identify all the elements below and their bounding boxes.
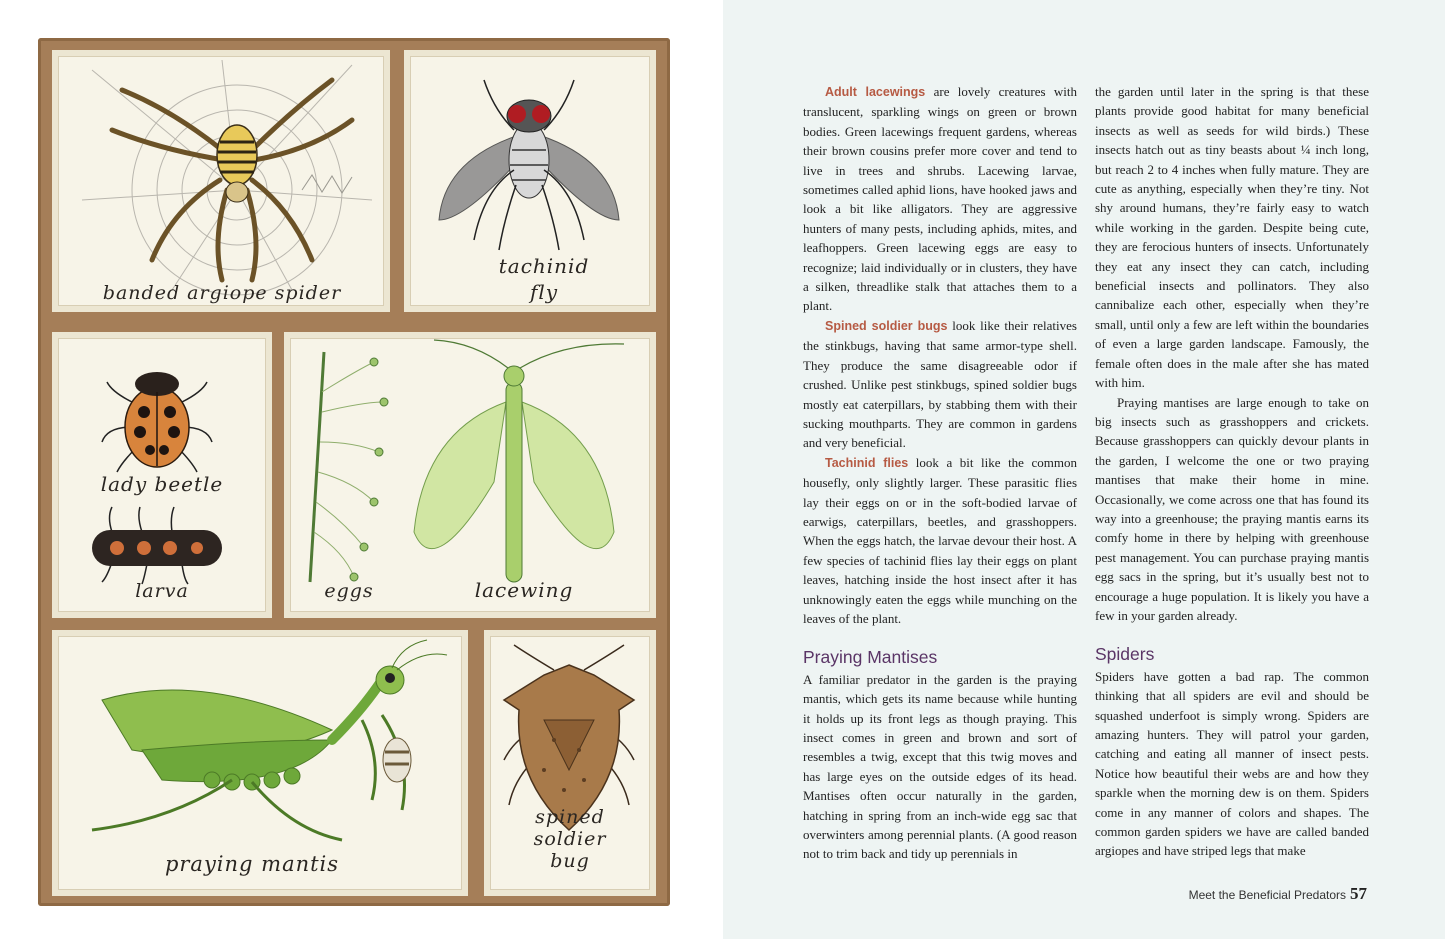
label-eggs: eggs [324,580,374,602]
label-spider: banded argiope spider [102,282,342,304]
page-footer [1189,884,1367,904]
label-bug-2: soldier [533,828,607,850]
page-number: 57 [1350,884,1367,903]
running-head: Meet the Beneficial Predators [1188,888,1346,902]
text-column-1 [803,82,1077,864]
shadow-box-illustration [38,38,670,906]
cell-mantis [52,630,468,896]
heading-praying-mantises: Praying Mantises [803,647,938,668]
keyword-spined-soldier-bugs: Spined soldier bugs [825,318,948,333]
label-bug-1: spined [535,806,605,828]
label-fly-1: tachinid [498,254,590,278]
text-column-2 [1095,82,1369,861]
label-bug-3: bug [550,850,590,872]
paragraph-mantises-greenhouse: Praying mantises are large enough to take on big insects such as grasshoppers and crickets. Because grasshoppers can quickly devour plants in the garden, I welcome the one or two praying mantises that make their home in mine. Occasionally, we come across one that has found its way into a greenhouse; the praying mantis earns its comfy home in there by helping with greenhouse pest management. You can purchase praying mantis egg sacs in the spring, but it’s usually best not to encourage a huge population. It is likely you have a few in your garden already. [1095,394,1369,623]
cell-lacewing [284,332,656,618]
heading-spiders: Spiders [1095,644,1155,665]
keyword-adult-lacewings: Adult lacewings [825,85,926,99]
cell-fly [404,50,656,312]
spider-illustration [52,50,390,312]
paragraph-mantises-intro: A familiar predator in the garden is the praying mantis, which gets its name because while hunting it holds up its front legs as though praying. This insect comes in green and brown and sort of resembles a twig, except that this twig moves and has large eyes on the outside edges of its head. Mantises often occur naturally in the garden, hatching in spring from an inch-wide egg sac that overwinters among perennial plants. (A good reason not to trim back and tidy up perennials in [803,671,1077,862]
paragraph-spiders: Spiders have gotten a bad rap. The common thinking that all spiders are evil and should be squashed underfoot is simply wrong. Spiders are amazing hunters. They will patrol your garden, catching and eating all manner of insect pests. Notice how beautiful their webs are and how they sparkle when the morning dew is on them. Spiders come in any manner of colors and shapes. The common garden spiders we have are called banded argiopes and have striped legs that make [1095,668,1369,859]
right-page [723,0,1445,939]
keyword-tachinid-flies: Tachinid flies [825,455,909,470]
cell-beetle [52,332,272,618]
cell-soldier-bug [484,630,656,896]
label-lacewing: lacewing [474,578,574,602]
label-fly-2: fly [529,280,559,304]
paragraph-mantises-continued: the garden until later in the spring is that these plants provide good habitat for many beneficial insects as well as seeds for wild birds.) These insects hatch out as tiny beasts about ¼ inch long, but reach 2 to 4 inches when fully mature. They are cute as anything, especially when they’re tiny. Not shy around humans, they’re fairly easy to watch while working in the garden. Despite being cute, they are ferocious hunters of insects. Unfortunately they eat any insect they can catch, including beneficial insects and pollinators. They also cannibalize each other, especially when they’re small, until only a few are left within the boundaries of even a large garden landscape. Famously, the female often does in the male after she has mated with him. [1095,84,1369,391]
label-beetle: lady beetle [100,472,224,496]
label-larva: larva [135,580,189,602]
cell-spider [52,50,390,312]
paragraph-lacewings: Adult lacewings are lovely creatures with translucent, sparkling wings on green or brown bodies. Green lacewings frequent gardens, whereas their brown cousins prefer more cover and tend to live in trees and shrubs. Lacewing larvae, sometimes called aphid lions, have hooked jaws and look a bit like alligators. They are aggressive hunters of many pests, including aphids, mites, and leafhoppers. Green lacewing eggs are easy to recognize; laid individually or in clusters, they have a silken, threadlike stalk that attaches them to a plant. [803,84,1077,314]
label-mantis: praying mantis [164,852,340,876]
paragraph-soldier-bugs: Spined soldier bugs look like their relatives the stinkbugs, having that same armor-type shell. They produce the same disagreeable odor if crushed. Unlike pest stinkbugs, spined soldier bugs mostly eat caterpillars, by stabbing them with their sucking mouthparts. They are common in gardens and very beneficial. [803,317,1077,451]
paragraph-tachinid-flies: Tachinid flies look a bit like the common housefly, only slightly larger. These parasitic flies lay their eggs on or in the soft-bodied larvae of earwigs, caterpillars, beetles, and grasshoppers. When the eggs hatch, the larvae devour their host. A few species of tachinid flies lay their eggs on plant leaves, hatching inside the host insect after it has unknowingly eaten the eggs while munching on the leaves of the plant. [803,454,1077,626]
lacewing-illustration [284,332,656,618]
